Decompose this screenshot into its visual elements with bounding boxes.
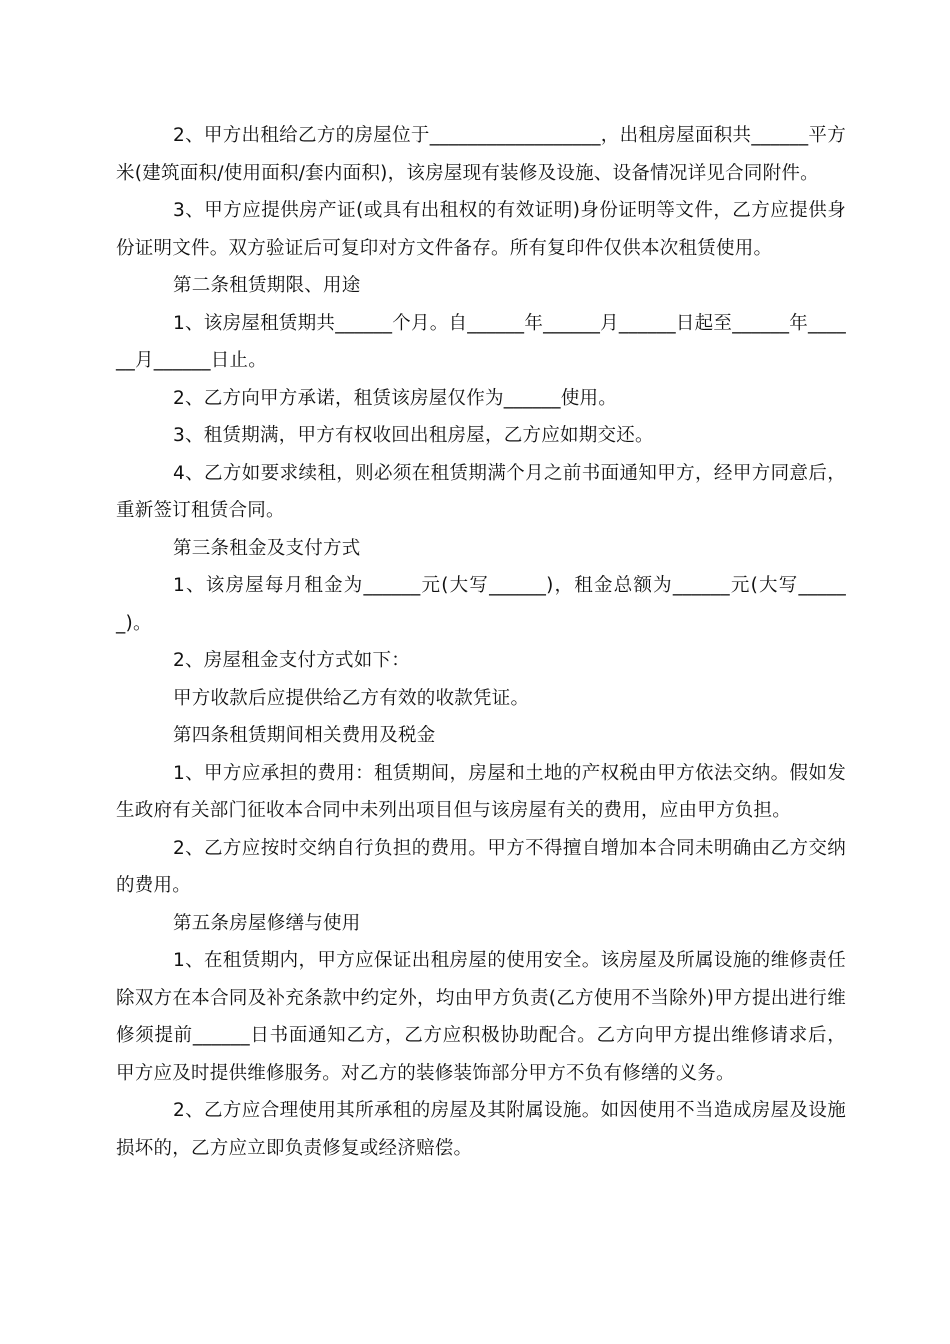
section-heading: 第三条租金及支付方式 — [173, 537, 361, 559]
clause-paragraph: 2、乙方向甲方承诺，租赁该房屋仅作为______使用。 — [173, 387, 618, 409]
clause-paragraph: 2、甲方出租给乙方的房屋位于__________________，出租房屋面积共______平方米(建筑面积/使用面积/套内面积)，该房屋现有装修及设施、设备情况详见合同附件。 — [116, 125, 846, 184]
clause-paragraph: 4、乙方如要求续租，则必须在租赁期满个月之前书面通知甲方，经甲方同意后，重新签订租赁合同。 — [116, 462, 846, 521]
clause-paragraph: 1、该房屋每月租金为______元(大写______)，租金总额为______元(大写______)。 — [116, 575, 846, 634]
clause-paragraph: 3、甲方应提供房产证(或具有出租权的有效证明)身份证明等文件，乙方应提供身份证明文件。双方验证后可复印对方文件备存。所有复印件仅供本次租赁使用。 — [116, 200, 846, 259]
clause-paragraph: 3、租赁期满，甲方有权收回出租房屋，乙方应如期交还。 — [173, 425, 654, 446]
clause-paragraph: 甲方收款后应提供给乙方有效的收款凭证。 — [173, 687, 530, 709]
section-heading: 第四条租赁期间相关费用及税金 — [173, 725, 436, 746]
clause-paragraph: 2、乙方应按时交纳自行负担的费用。甲方不得擅自增加本合同未明确由乙方交纳的费用。 — [116, 837, 846, 896]
document-body — [116, 117, 846, 1167]
clause-paragraph: 1、在租赁期内，甲方应保证出租房屋的使用安全。该房屋及所属设施的维修责任除双方在本合同及补充条款中约定外，均由甲方负责(乙方使用不当除外)甲方提出进行维修须提前______日书面通知乙方，乙方应积极协助配合。乙方向甲方提出维修请求后，甲方应及时提供维修服务。对乙方的装修装饰部分甲方不负有修缮的义务。 — [116, 950, 846, 1084]
clause-paragraph: 2、乙方应合理使用其所承租的房屋及其附属设施。如因使用不当造成房屋及设施损坏的，乙方应立即负责修复或经济赔偿。 — [116, 1100, 846, 1159]
section-heading: 第五条房屋修缮与使用 — [173, 912, 361, 934]
clause-paragraph: 1、该房屋租赁期共______个月。自______年______月______日起至______年______月______日止。 — [116, 312, 846, 371]
clause-paragraph: 2、房屋租金支付方式如下： — [173, 650, 411, 671]
section-heading: 第二条租赁期限、用途 — [173, 275, 361, 296]
clause-paragraph: 1、甲方应承担的费用：租赁期间，房屋和土地的产权税由甲方依法交纳。假如发生政府有关部门征收本合同中未列出项目但与该房屋有关的费用，应由甲方负担。 — [116, 762, 846, 821]
